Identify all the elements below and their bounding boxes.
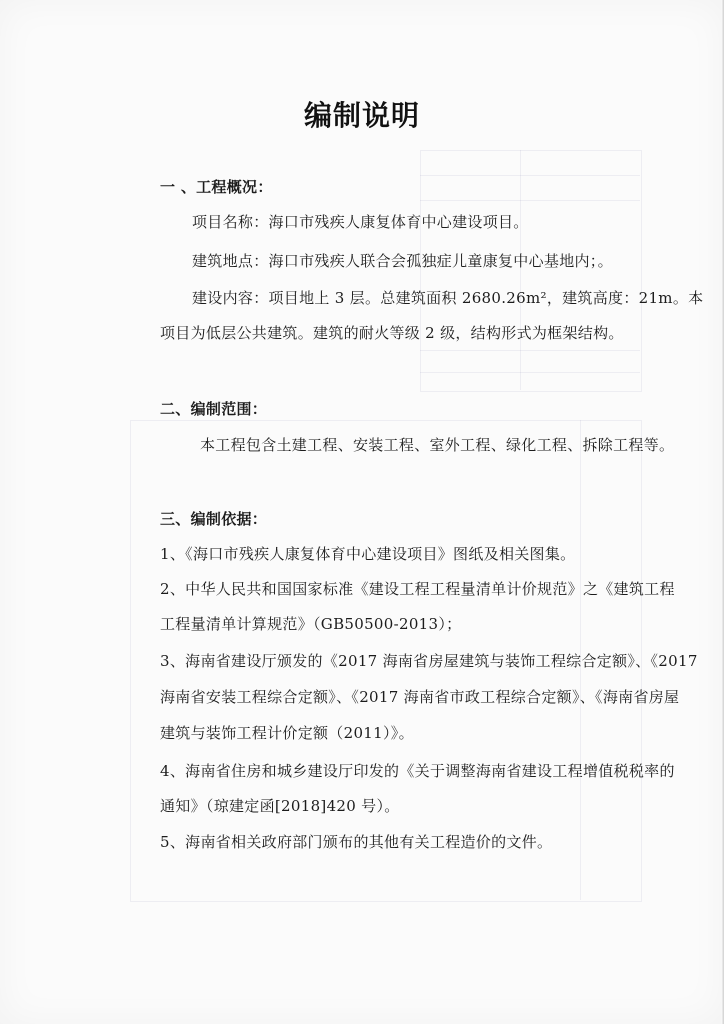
basis-item-4-cont: 通知》（琼建定函[2018]420 号）。 bbox=[160, 797, 400, 815]
project-name-line: 项目名称：海口市残疾人康复体育中心建设项目。 bbox=[192, 213, 529, 231]
page-title: 编制说明 bbox=[303, 99, 420, 132]
basis-item-3-cont: 海南省安装工程综合定额》、《2017 海南省市政工程综合定额》、《海南省房屋 bbox=[160, 688, 680, 706]
basis-item-5: 5、海南省相关政府部门颁布的其他有关工程造价的文件。 bbox=[160, 833, 553, 851]
basis-item-2-cont: 工程量清单计算规范》（GB50500-2013）； bbox=[160, 615, 462, 633]
section-heading-overview: 一 、工程概况： bbox=[160, 178, 273, 196]
bleed-through-table bbox=[420, 150, 642, 392]
basis-item-2: 2、中华人民共和国国家标准《建设工程工程量清单计价规范》之《建筑工程 bbox=[160, 580, 675, 598]
scope-line: 本工程包含土建工程、安装工程、室外工程、绿化工程、拆除工程等。 bbox=[200, 436, 675, 454]
section-heading-scope: 二、编制范围： bbox=[160, 400, 268, 418]
bleed-line bbox=[420, 350, 640, 351]
content-line-1: 建设内容：项目地上 3 层。总建筑面积 2680.26m²，建筑高度：21m。本 bbox=[192, 289, 704, 307]
content-line-2: 项目为低层公共建筑。建筑的耐火等级 2 级，结构形式为框架结构。 bbox=[160, 324, 624, 342]
basis-item-4: 4、海南省住房和城乡建设厅印发的《关于调整海南省建设工程增值税税率的 bbox=[160, 762, 675, 780]
basis-item-3-cont: 建筑与装饰工程计价定额（2011）》。 bbox=[160, 724, 414, 742]
bleed-line bbox=[420, 200, 640, 201]
section-heading-basis: 三、编制依据： bbox=[160, 510, 268, 528]
basis-item-1: 1、《海口市残疾人康复体育中心建设项目》图纸及相关图集。 bbox=[160, 545, 576, 563]
bleed-line bbox=[420, 372, 640, 373]
location-line: 建筑地点：海口市残疾人联合会孤独症儿童康复中心基地内；。 bbox=[192, 252, 613, 270]
bleed-line bbox=[420, 175, 640, 176]
basis-item-3: 3、海南省建设厅颁发的《2017 海南省房屋建筑与装饰工程综合定额》、《2017 bbox=[160, 652, 698, 670]
